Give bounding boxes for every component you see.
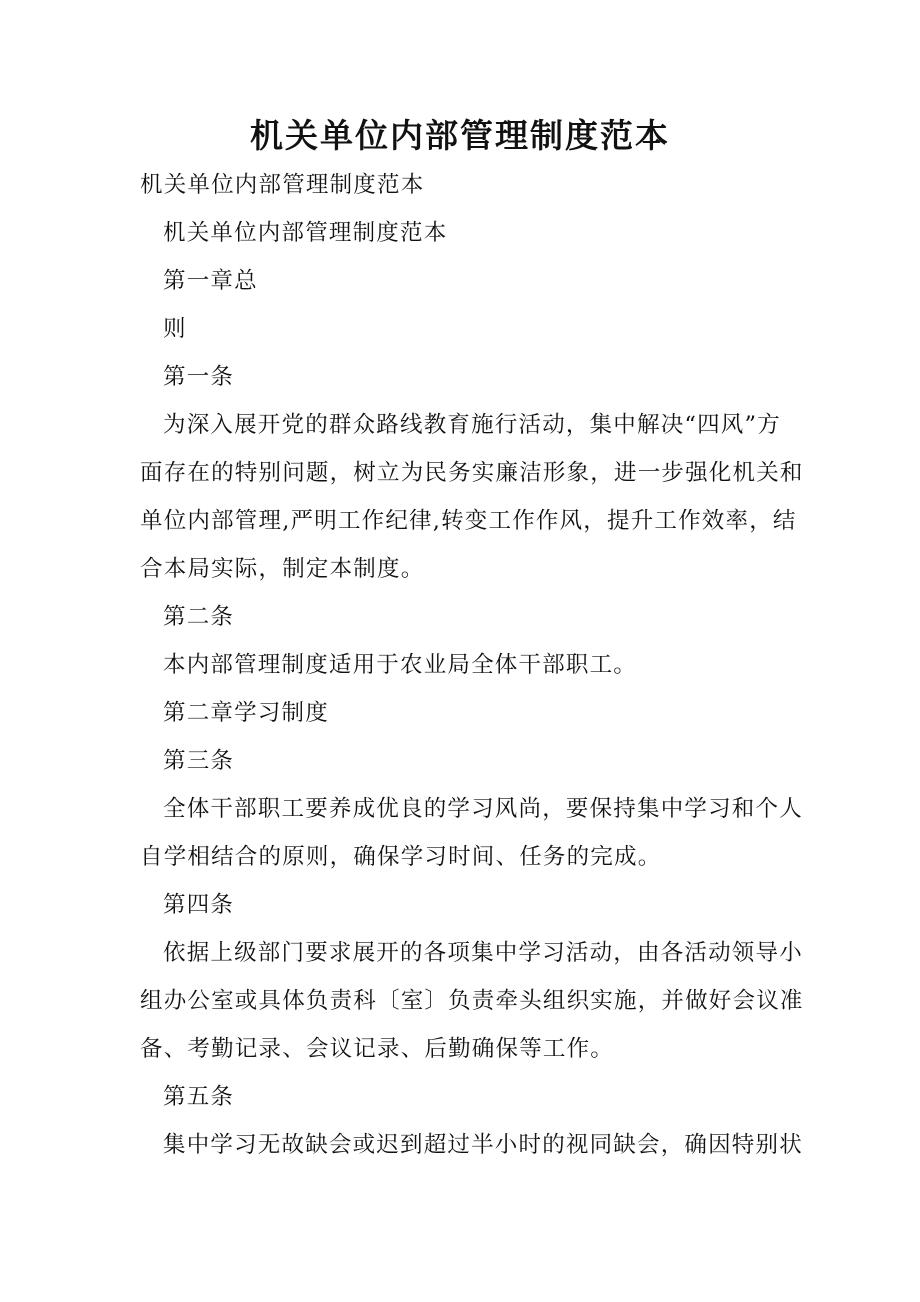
body-line: 机关单位内部管理制度范本 — [163, 220, 448, 246]
body-line: 第二章学习制度 — [163, 700, 329, 726]
body-line: 第二条 — [163, 604, 235, 630]
body-line: 第一条 — [163, 364, 235, 390]
body-line: 为深入展开党的群众路线教育施行活动，集中解决“四风”方 — [163, 412, 781, 438]
body-line: 第三条 — [163, 748, 235, 774]
body-line: 集中学习无故缺会或迟到超过半小时的视同缺会，确因特别状 — [163, 1132, 803, 1158]
body-line: 本内部管理制度适用于农业局全体干部职工。 — [163, 652, 638, 678]
body-line: 第四条 — [163, 892, 235, 918]
body-line: 合本局实际，制定本制度。 — [140, 556, 425, 582]
body-line: 组办公室或具体负责科〔室〕负责牵头组织实施，并做好会议准 — [140, 988, 804, 1014]
body-line: 面存在的特别问题，树立为民务实廉洁形象，进一步强化机关和 — [140, 460, 804, 486]
body-line: 则 — [163, 316, 187, 342]
body-line: 第一章总 — [163, 268, 258, 294]
body-line: 第五条 — [163, 1084, 235, 1110]
body-line: 机关单位内部管理制度范本 — [140, 172, 425, 198]
body-line: 自学相结合的原则，确保学习时间、任务的完成。 — [140, 844, 662, 870]
body-line: 依据上级部门要求展开的各项集中学习活动，由各活动领导小 — [163, 940, 803, 966]
body-line: 单位内部管理,严明工作纪律,转变工作作风，提升工作效率，结 — [140, 508, 797, 534]
body-line: 备、考勤记录、会议记录、后勤确保等工作。 — [140, 1036, 615, 1062]
body-line: 全体干部职工要养成优良的学习风尚，要保持集中学习和个人 — [163, 796, 803, 822]
document-title: 机关单位内部管理制度范本 — [250, 116, 670, 155]
